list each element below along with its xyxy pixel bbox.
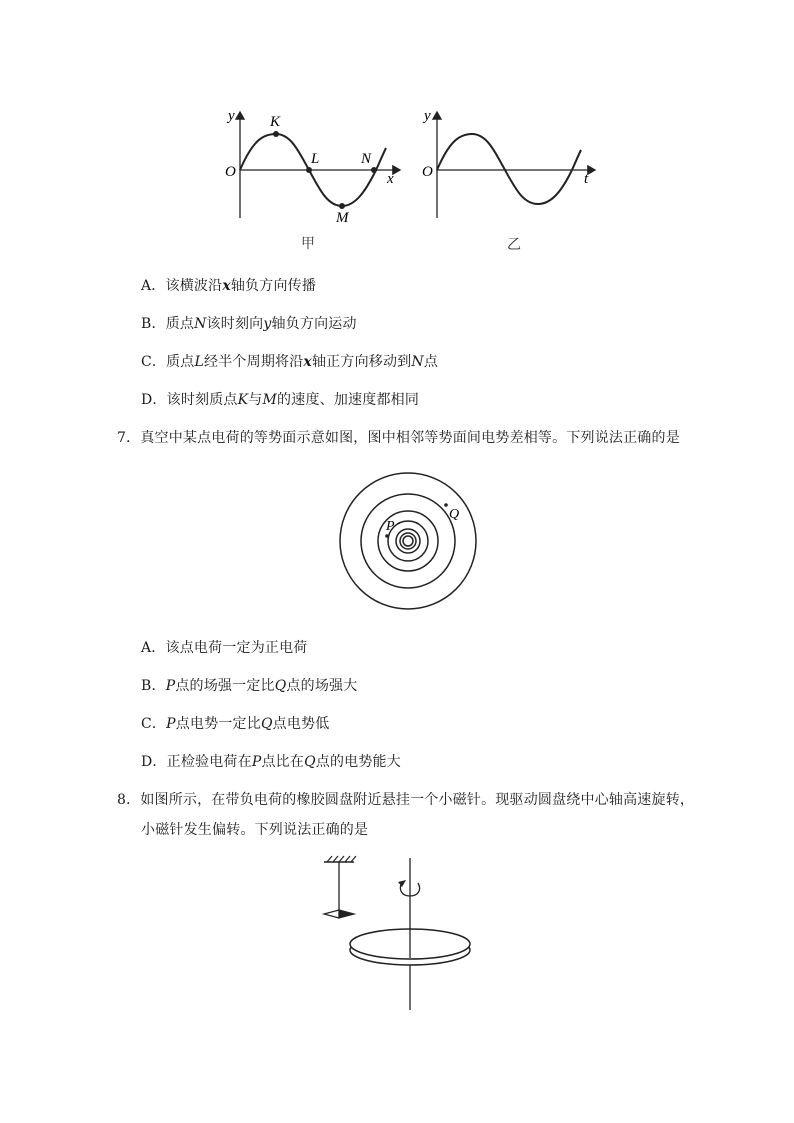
point-k-dot bbox=[273, 131, 279, 137]
magnetic-needle bbox=[324, 910, 354, 918]
q7-stem: 7．真空中某点电荷的等势面示意如图，图中相邻等势面间电势差相等。下列说法正确的是 bbox=[117, 430, 680, 446]
point-p-dot bbox=[385, 534, 389, 538]
label-m: M bbox=[336, 210, 349, 226]
rotation-arrowhead bbox=[398, 880, 406, 887]
q7-number: 7． bbox=[117, 430, 141, 446]
q8-stem-line-1: 8．如图所示，在带负电荷的橡胶圆盘附近悬挂一个小磁针。现驱动圆盘绕中心轴高速旋转， bbox=[117, 792, 695, 808]
label-n: N bbox=[361, 151, 372, 167]
q8-stem-line-2: 小磁针发生偏转。下列说法正确的是 bbox=[141, 822, 369, 838]
label-q: Q bbox=[449, 507, 460, 522]
rotating-disk-figure bbox=[318, 850, 488, 1015]
caption-jia: 甲 bbox=[301, 236, 315, 252]
q7-option-a[interactable]: A．该点电荷一定为正电荷 bbox=[141, 640, 308, 656]
q7-option-b[interactable]: B．P点的场强一定比Q点的场强大 bbox=[141, 678, 358, 694]
caption-yi: 乙 bbox=[507, 237, 521, 253]
left-origin-label: O bbox=[225, 164, 236, 180]
equipotential-ring-2 bbox=[361, 494, 455, 588]
q7-option-d[interactable]: D．正检验电荷在P点比在Q点的电势能大 bbox=[141, 754, 401, 770]
q6-option-b[interactable]: B．质点N该时刻向y轴负方向运动 bbox=[141, 316, 357, 332]
left-x-label: x bbox=[387, 171, 394, 187]
label-k: K bbox=[270, 114, 281, 130]
q7-option-c[interactable]: C．P点电势一定比Q点电势低 bbox=[141, 716, 330, 732]
ceiling-hatch bbox=[327, 856, 356, 862]
point-l-dot bbox=[306, 167, 312, 173]
left-y-label: y bbox=[228, 108, 235, 124]
equipotential-ring-7 bbox=[403, 536, 413, 546]
right-origin-label: O bbox=[422, 164, 433, 180]
q6-option-a[interactable]: A．该横波沿x轴负方向传播 bbox=[141, 278, 317, 294]
label-l: L bbox=[311, 151, 320, 167]
q8-number: 8． bbox=[117, 792, 141, 808]
wave-figure bbox=[215, 100, 615, 260]
right-t-label: t bbox=[584, 171, 589, 187]
label-p: P bbox=[386, 519, 395, 534]
q6-option-d[interactable]: D．该时刻质点K与M的速度、加速度都相同 bbox=[141, 392, 420, 408]
right-wave-curve bbox=[437, 134, 581, 204]
point-m-dot bbox=[339, 203, 345, 209]
point-q-dot bbox=[444, 503, 448, 507]
right-y-label: y bbox=[424, 108, 431, 124]
equipotential-figure bbox=[338, 471, 480, 613]
point-n-dot bbox=[371, 167, 377, 173]
q6-option-c[interactable]: C．质点L经半个周期将沿x轴正方向移动到N点 bbox=[141, 354, 439, 370]
